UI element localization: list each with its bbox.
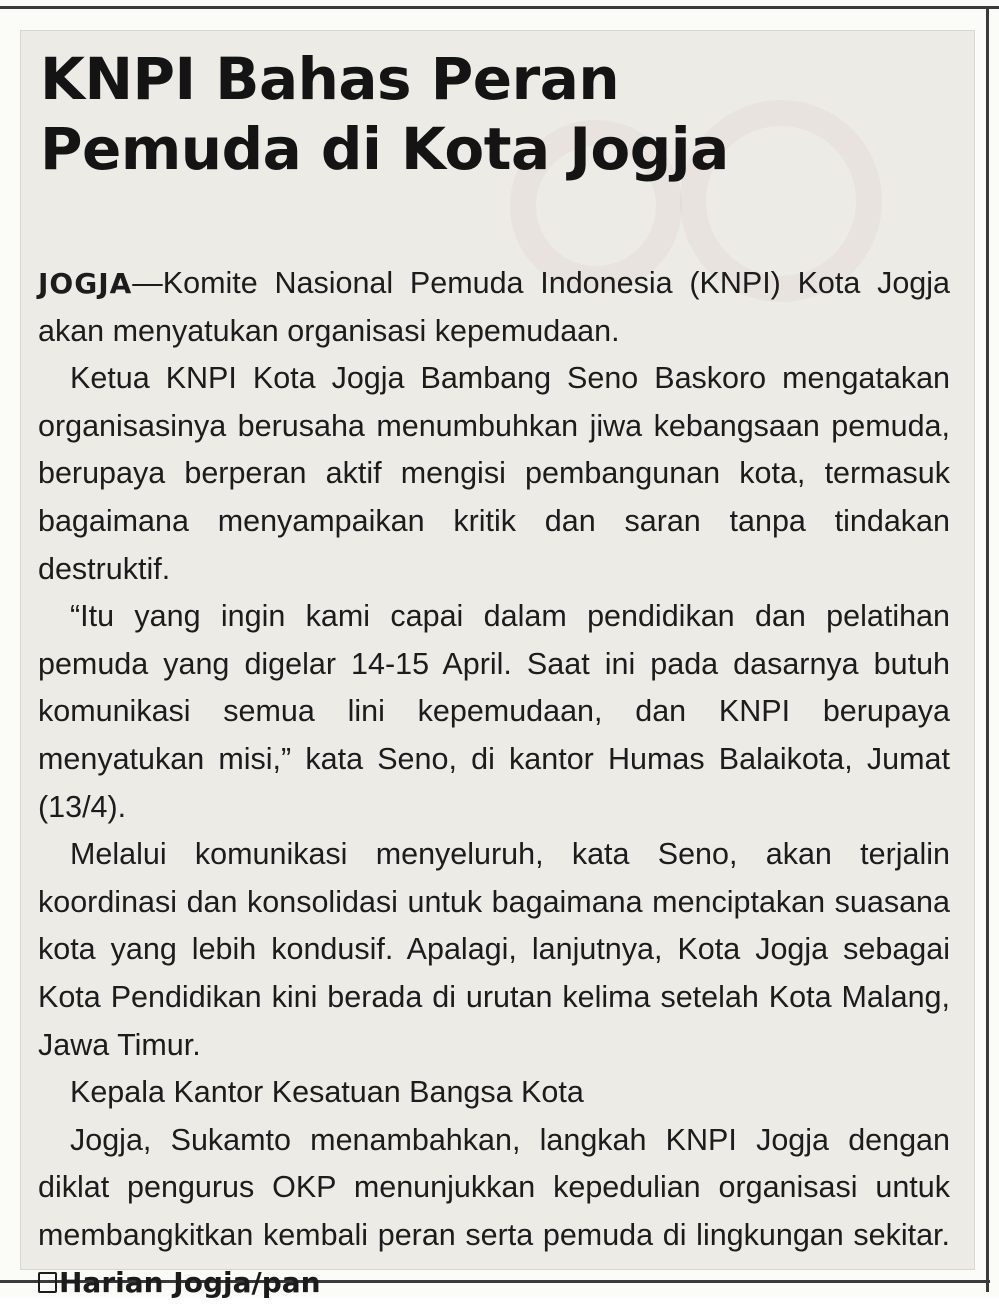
top-border-rule: [0, 6, 999, 9]
article-paragraph-2: Ketua KNPI Kota Jogja Bambang Seno Baskoro mengatakan organisasinya berusaha menumbuhkan jiwa kebangsaan pemuda, berupaya berperan aktif mengisi pembangunan kota, termasuk bagaimana menyampaikan kritik dan saran tanpa tindakan destruktif.: [38, 361, 950, 586]
article-paragraph-4: Melalui komunikasi menyeluruh, kata Seno, akan terjalin koordinasi dan konsolidasi untuk bagaimana menciptakan suasana kota yang lebih kondusif. Apalagi, lanjutnya, Kota Jogja sebagai Kota Pendidikan kini berada di urutan kelima setelah Kota Malang, Jawa Timur.: [38, 837, 950, 1062]
article-dateline: JOGJA: [38, 267, 133, 300]
right-border-rule: [986, 6, 989, 1292]
article-body: [38, 260, 950, 1307]
article-paragraph-3: “Itu yang ingin kami capai dalam pendidikan dan pelatihan pemuda yang digelar 14-15 April. Saat ini pada dasarnya butuh komunikasi semua lini kepemudaan, dan KNPI berupaya menyatukan misi,” kata Seno, di kantor Humas Balaikota, Jumat (13/4).: [38, 599, 950, 824]
signature-text: Harian Jogja/pan: [59, 1266, 321, 1300]
article-paragraph-1: [38, 260, 950, 355]
paragraph-text: —Komite Nasional Pemuda Indonesia (KNPI) Kota Jogja akan menyatukan organisasi kepemudaan.: [38, 266, 950, 348]
article-paragraph-5: Kepala Kantor Kesatuan Bangsa Kota: [70, 1075, 584, 1110]
headline-line-2: Pemuda di Kota Jogja: [40, 115, 729, 183]
article-headline: [40, 44, 940, 184]
article-signature: [38, 1266, 321, 1299]
end-mark-box-icon: [38, 1272, 57, 1293]
paragraph-text: Jogja, Sukamto menambahkan, langkah KNPI Jogja dengan diklat pengurus OKP menunjukkan kepedulian organisasi untuk membangkitkan kembali peran serta pemuda di lingkungan sekitar.: [38, 1122, 950, 1252]
article-paragraph-6: [38, 1117, 950, 1307]
headline-line-1: KNPI Bahas Peran: [40, 45, 620, 113]
